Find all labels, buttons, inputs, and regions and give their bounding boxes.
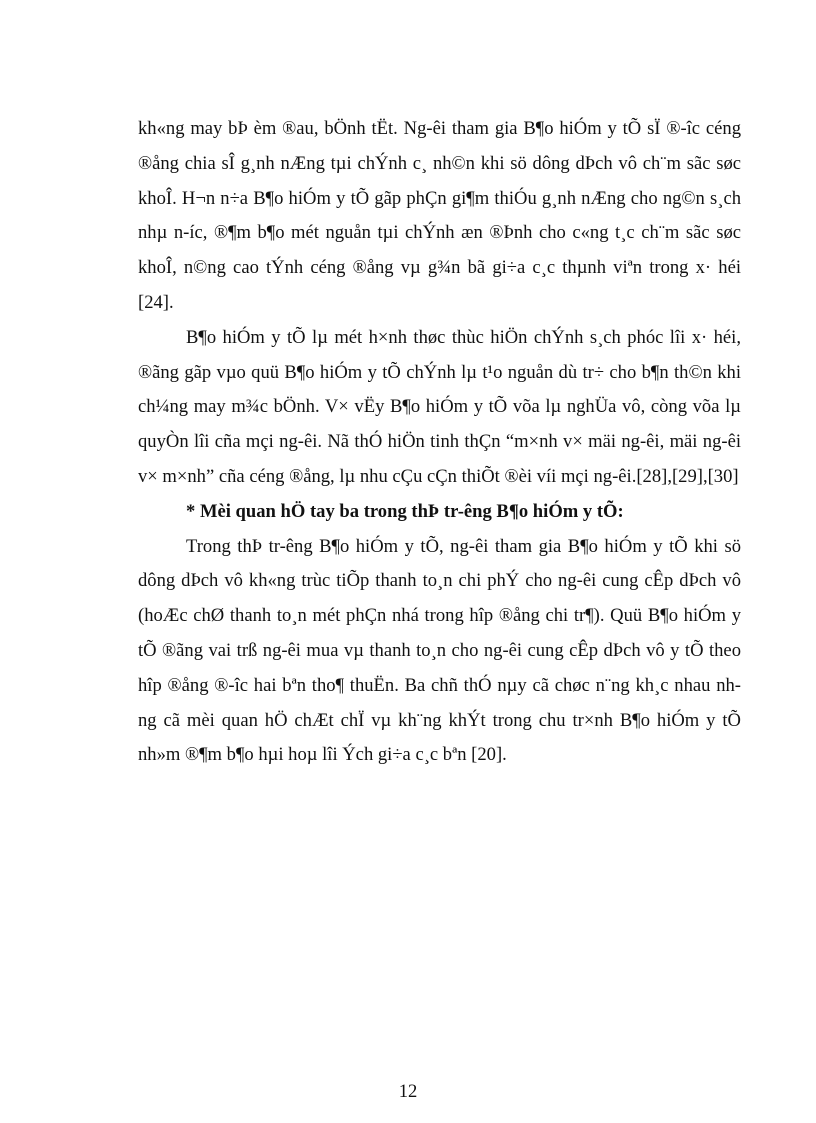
paragraph-2: B¶o hiÓm y tÕ lµ mét h×nh thøc thùc hiÖn chÝnh s¸ch phóc lîi x· héi, ®ãng gãp vµo quü B¶o hiÓm y tÕ chÝnh lµ t¹o nguån dù tr÷ cho b¶n th©n khi ch¼ng may m¾c bÖnh. V× vËy B¶o hiÓm y tÕ võa lµ nghÜa vô, còng võa lµ quyÒn lîi cña mçi ng-êi. Nã thÓ hiÖn tinh thÇn “m×nh v× mäi ng-êi, mäi ng-êi v× m×nh” cña céng ®ång, lµ nhu cÇu cÇn thiÕt ®èi víi mçi ng-êi.[28],[29],[30] — [138, 326, 741, 487]
paragraph-1: kh«ng may bÞ èm ®au, bÖnh tËt. Ng-êi tham gia B¶o hiÓm y tÕ sÏ ®-îc céng ®ång chia sÎ g¸nh nÆng tµi chÝnh c¸ nh©n khi sö dông dÞch vô ch¨m sãc søc khoÎ. H¬n n÷a B¶o hiÓm y tÕ gãp phÇn gi¶m thiÓu g¸nh nÆng cho ng©n s¸ch nhµ n-íc, ®¶m b¶o mét nguån tµi chÝnh æn ®Þnh cho c«ng t¸c ch¨m sãc søc khoÎ, n©ng cao tÝnh céng ®ång vµ g¾n bã gi÷a c¸c thµnh viªn trong x· héi [24]. — [138, 118, 741, 313]
page-number: 12 — [398, 1081, 418, 1102]
body-text — [138, 112, 741, 773]
paragraph-3: Trong thÞ tr-êng B¶o hiÓm y tÕ, ng-êi tham gia B¶o hiÓm y tÕ khi sö dông dÞch vô kh«ng trùc tiÕp thanh to¸n chi phÝ cho ng-êi cung cÊp dÞch vô (hoÆc chØ thanh to¸n mét phÇn nhá trong hîp ®ång chi tr¶). Quü B¶o hiÓm y tÕ ®ãng vai trß ng-êi mua vµ thanh to¸n cho ng-êi cung cÊp dÞch vô y tÕ theo hîp ®ång ®-îc hai bªn tho¶ thuËn. Ba chñ thÓ nµy cã chøc n¨ng kh¸c nhau nh-ng cã mèi quan hÖ chÆt chÏ vµ kh¨ng khÝt trong chu tr×nh B¶o hiÓm y tÕ nh»m ®¶m b¶o hµi hoµ lîi Ých gi÷a c¸c bªn [20]. — [138, 535, 741, 766]
section-heading: * Mèi quan hÖ tay ba trong thÞ tr-êng B¶o hiÓm y tÕ: — [186, 500, 624, 522]
